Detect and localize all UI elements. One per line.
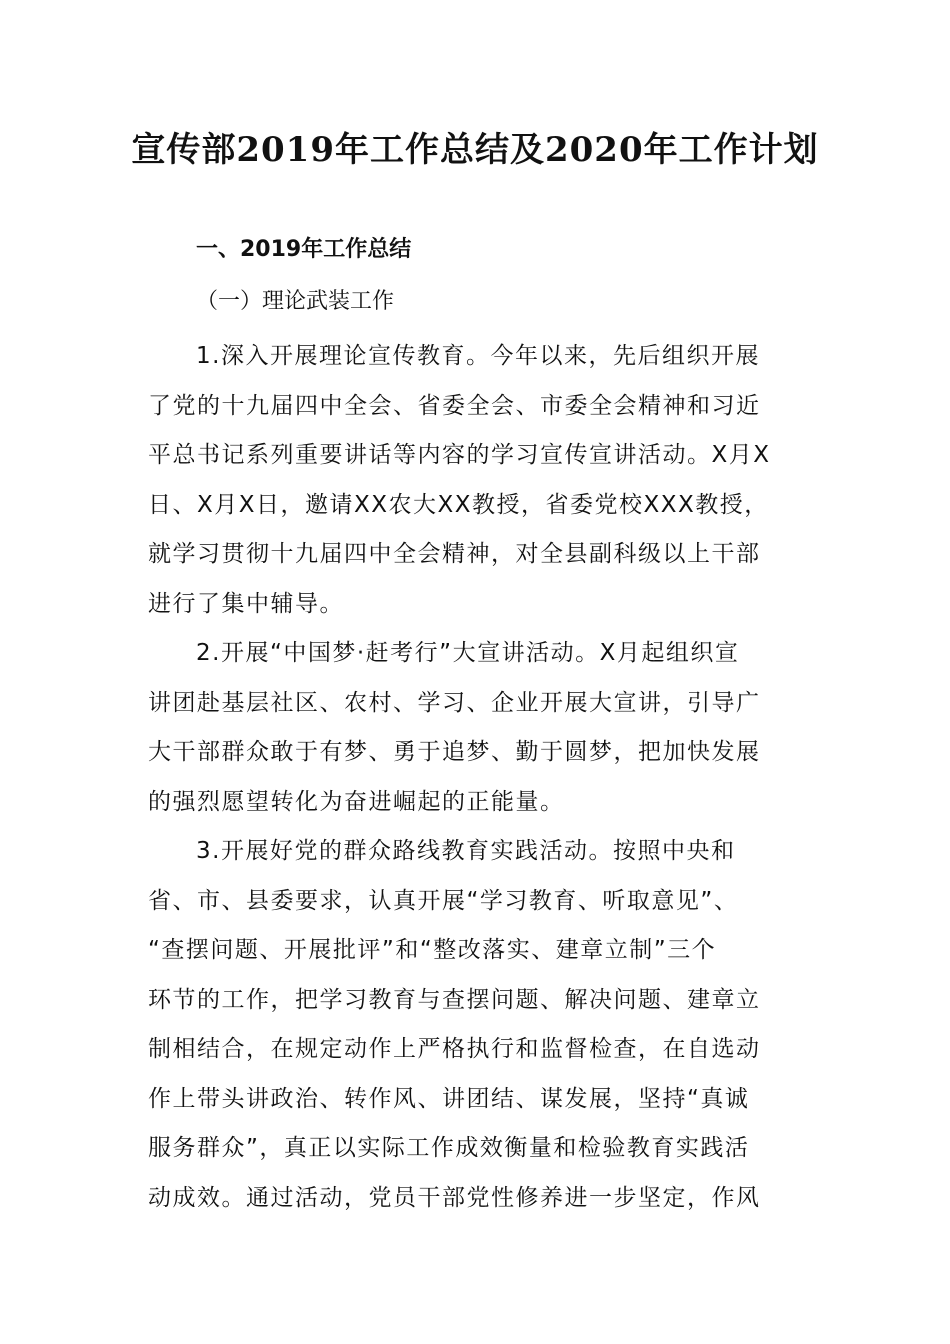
text-line: 讲团赴基层社区、农村、学习、企业开展大宣讲，引导广	[148, 689, 761, 716]
subsection-heading: （一）理论武装工作	[196, 289, 395, 314]
text-line: 就学习贯彻十九届四中全会精神，对全县副科级以上干部	[148, 541, 761, 567]
document-title: 宣传部2019年工作总结及2020年工作计划	[131, 130, 819, 170]
text-line: 日、X月X日，邀请XX农大XX教授，省委党校XXX教授，	[148, 491, 769, 518]
paragraph-2	[148, 629, 804, 827]
text-line: 环节的工作，把学习教育与查摆问题、解决问题、建章立	[148, 986, 761, 1013]
text-line: 制相结合，在规定动作上严格执行和监督检查，在自选动	[148, 1036, 761, 1062]
text-line: 的强烈愿望转化为奋进崛起的正能量。	[148, 788, 565, 815]
text-line: “查摆问题、开展批评”和“整改落实、建章立制”三个	[148, 937, 717, 963]
section-heading: 一、2019年工作总结	[196, 237, 412, 262]
text-line: 省、市、县委要求，认真开展“学习教育、听取意见”、	[148, 887, 739, 914]
text-line: 平总书记系列重要讲话等内容的学习宣传宣讲活动。X月X	[148, 442, 771, 468]
text-line: 1.深入开展理论宣传教育。今年以来，先后组织开展	[196, 343, 760, 369]
text-line: 了党的十九届四中全会、省委全会、市委全会精神和习近	[148, 392, 761, 419]
paragraph-3	[148, 827, 804, 1223]
text-line: 进行了集中辅导。	[148, 590, 344, 617]
text-line: 动成效。通过活动，党员干部党性修养进一步坚定，作风	[148, 1184, 761, 1211]
text-line: 服务群众”，真正以实际工作成效衡量和检验教育实践活	[148, 1135, 750, 1161]
text-line: 3.开展好党的群众路线教育实践活动。按照中央和	[196, 838, 736, 864]
text-line: 2.开展“中国梦·赶考行”大宣讲活动。X月起组织宣	[196, 640, 740, 666]
paragraph-1	[148, 332, 804, 629]
text-line: 作上带头讲政治、转作风、讲团结、谋发展，坚持“真诚	[148, 1085, 750, 1112]
text-line: 大干部群众敢于有梦、勇于追梦、勤于圆梦，把加快发展	[148, 739, 761, 765]
document-body	[148, 332, 804, 1223]
